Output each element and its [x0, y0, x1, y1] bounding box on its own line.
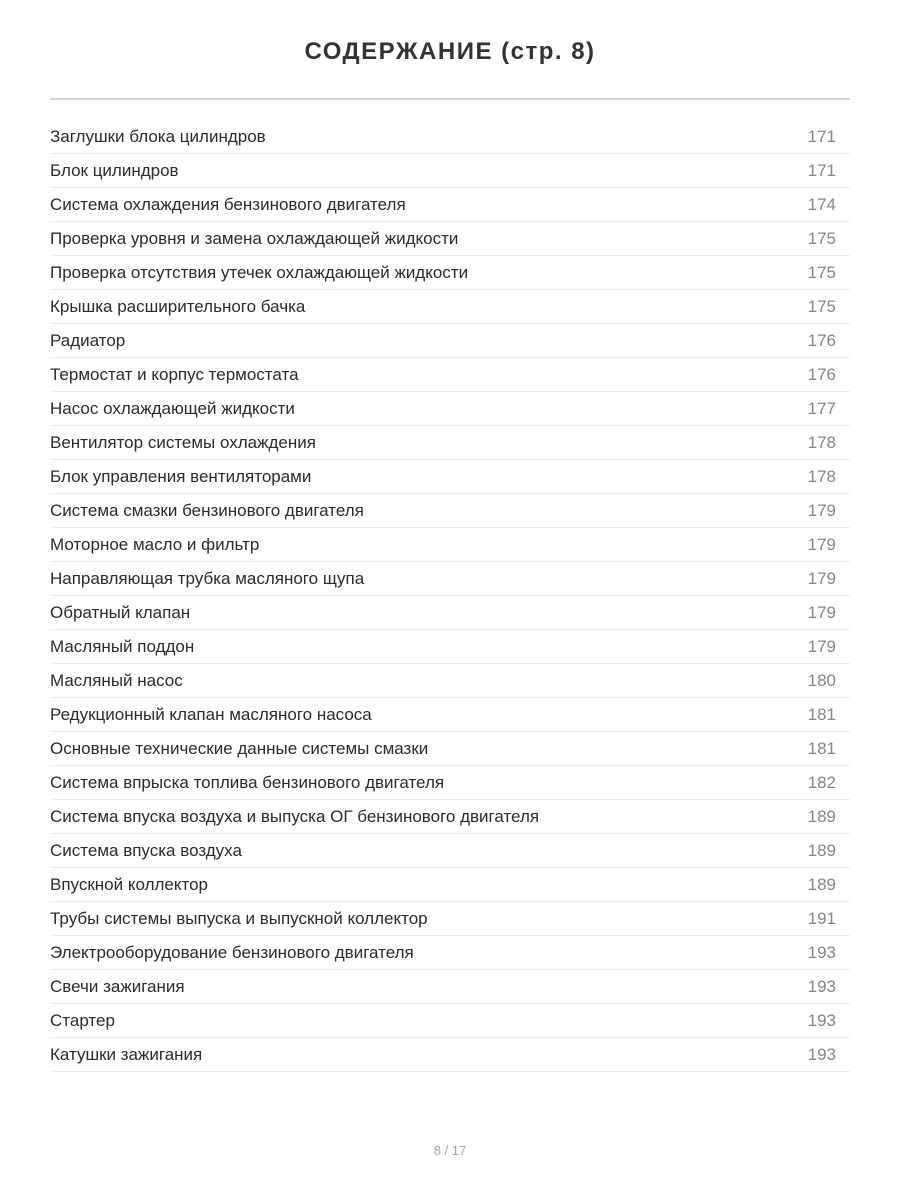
toc-entry-page: 171	[807, 160, 836, 180]
toc-entry-page: 179	[807, 534, 836, 554]
toc-entry-title: Направляющая трубка масляного щупа	[50, 568, 365, 588]
toc-entry-title: Катушки зажигания	[50, 1044, 203, 1064]
toc-entry-title: Свечи зажигания	[50, 976, 185, 996]
toc-entry-page: 189	[807, 874, 836, 894]
toc-entry-title: Система впрыска топлива бензинового двигателя	[50, 772, 445, 792]
toc-entry-page: 180	[807, 670, 836, 690]
toc-entry-title: Система впуска воздуха и выпуска ОГ бензинового двигателя	[50, 806, 540, 826]
toc-entry-title: Термостат и корпус термостата	[50, 364, 299, 384]
toc-entry-page: 175	[807, 262, 836, 282]
toc-entry[interactable]	[50, 698, 850, 732]
toc-entry[interactable]	[50, 562, 850, 596]
toc-entry[interactable]	[50, 936, 850, 970]
toc-entry[interactable]	[50, 732, 850, 766]
toc-entry-page: 181	[807, 704, 836, 724]
toc-entry-page: 174	[807, 194, 836, 214]
toc-entry-title: Стартер	[50, 1010, 115, 1030]
toc-entry[interactable]	[50, 834, 850, 868]
toc-entry[interactable]	[50, 868, 850, 902]
toc-entry-title: Обратный клапан	[50, 602, 191, 622]
toc-entry[interactable]	[50, 970, 850, 1004]
toc-entry-page: 175	[807, 228, 836, 248]
toc-entry[interactable]	[50, 1038, 850, 1072]
toc-entry[interactable]	[50, 902, 850, 936]
toc-entry-page: 178	[807, 432, 836, 452]
toc-entry-page: 171	[807, 126, 836, 146]
toc-entry[interactable]	[50, 154, 850, 188]
toc-entry-page: 193	[807, 1044, 836, 1064]
toc-entry-page: 193	[807, 976, 836, 996]
toc-entry[interactable]	[50, 222, 850, 256]
page-title: СОДЕРЖАНИЕ (стр. 8)	[304, 38, 596, 65]
toc-entry[interactable]	[50, 426, 850, 460]
toc-entry-page: 189	[807, 840, 836, 860]
toc-entry-title: Система охлаждения бензинового двигателя	[50, 194, 406, 214]
toc-entry[interactable]	[50, 188, 850, 222]
toc-entry-page: 193	[807, 1010, 836, 1030]
toc-entry-page: 189	[807, 806, 836, 826]
toc-entry-page: 182	[807, 772, 836, 792]
toc-entry[interactable]	[50, 494, 850, 528]
toc-entry-page: 179	[807, 500, 836, 520]
toc-entry-page: 178	[807, 466, 836, 486]
toc-entry-title: Впускной коллектор	[50, 874, 208, 894]
toc-entry-page: 193	[807, 942, 836, 962]
toc-entry-page: 179	[807, 602, 836, 622]
toc-entry-title: Блок управления вентиляторами	[50, 466, 312, 486]
toc-list	[50, 120, 850, 1072]
toc-entry-title: Электрооборудование бензинового двигателя	[50, 942, 414, 962]
toc-entry-title: Крышка расширительного бачка	[50, 296, 306, 316]
toc-entry-page: 179	[807, 568, 836, 588]
toc-entry-title: Масляный насос	[50, 670, 183, 690]
toc-entry-title: Заглушки блока цилиндров	[50, 126, 266, 146]
toc-entry-title: Насос охлаждающей жидкости	[50, 398, 295, 418]
toc-entry[interactable]	[50, 800, 850, 834]
toc-entry-page: 176	[807, 330, 836, 350]
toc-entry[interactable]	[50, 256, 850, 290]
toc-entry-title: Проверка уровня и замена охлаждающей жидкости	[50, 228, 459, 248]
toc-entry-page: 179	[807, 636, 836, 656]
toc-entry-page: 181	[807, 738, 836, 758]
title-divider	[50, 98, 850, 100]
toc-entry-page: 175	[807, 296, 836, 316]
toc-entry[interactable]	[50, 324, 850, 358]
toc-entry[interactable]	[50, 528, 850, 562]
toc-entry-title: Основные технические данные системы смазки	[50, 738, 429, 758]
toc-entry-title: Вентилятор системы охлаждения	[50, 432, 316, 452]
toc-entry-title: Радиатор	[50, 330, 126, 350]
toc-entry-title: Редукционный клапан масляного насоса	[50, 704, 372, 724]
toc-entry-title: Проверка отсутствия утечек охлаждающей жидкости	[50, 262, 469, 282]
toc-entry-page: 176	[807, 364, 836, 384]
toc-entry[interactable]	[50, 290, 850, 324]
toc-entry[interactable]	[50, 630, 850, 664]
toc-entry[interactable]	[50, 596, 850, 630]
toc-entry-title: Трубы системы выпуска и выпускной коллектор	[50, 908, 428, 928]
toc-entry-page: 191	[807, 908, 836, 928]
toc-entry[interactable]	[50, 460, 850, 494]
toc-entry[interactable]	[50, 392, 850, 426]
toc-entry[interactable]	[50, 1004, 850, 1038]
toc-entry-title: Моторное масло и фильтр	[50, 534, 260, 554]
toc-entry[interactable]	[50, 766, 850, 800]
page-indicator: 8 / 17	[433, 1143, 467, 1158]
toc-entry-page: 177	[807, 398, 836, 418]
toc-entry-title: Система смазки бензинового двигателя	[50, 500, 364, 520]
toc-entry[interactable]	[50, 664, 850, 698]
toc-entry-title: Масляный поддон	[50, 636, 195, 656]
toc-entry[interactable]	[50, 120, 850, 154]
toc-entry-title: Система впуска воздуха	[50, 840, 242, 860]
toc-entry-title: Блок цилиндров	[50, 160, 179, 180]
toc-entry[interactable]	[50, 358, 850, 392]
